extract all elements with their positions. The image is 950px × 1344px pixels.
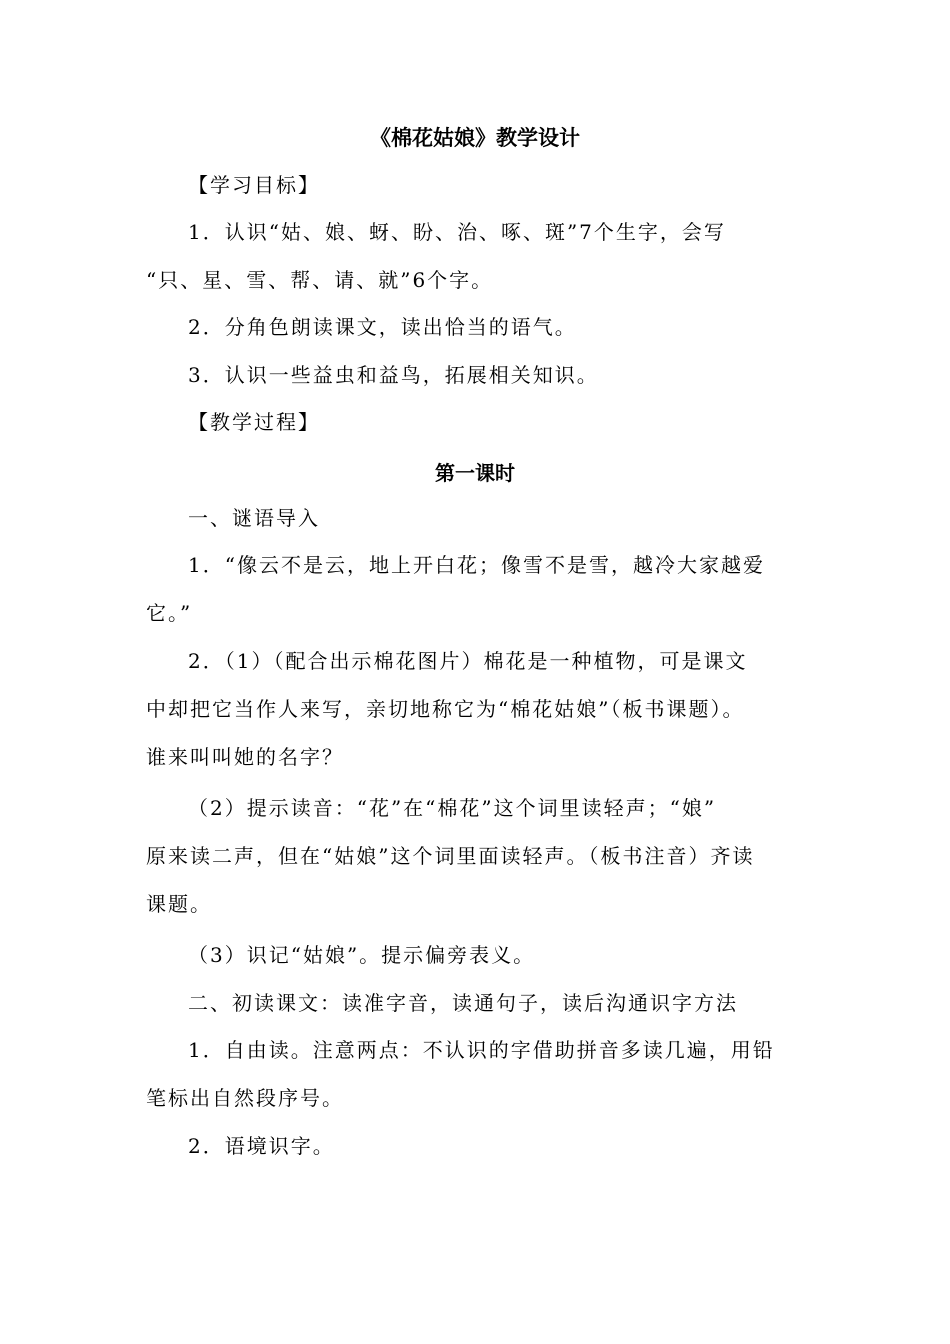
paragraph-riddle-line-2: 它。” [146, 601, 193, 625]
paragraph-cotton-intro-line-3: 谁来叫叫她的名字？ [146, 745, 344, 769]
paragraph-context-literacy: 2．语境识字。 [188, 1134, 335, 1158]
paragraph-free-reading-line-2: 笔标出自然段序号。 [146, 1086, 344, 1110]
paragraph-pronunciation-line-3: 课题。 [146, 892, 212, 916]
part-1-heading: 一、谜语导入 [188, 506, 320, 530]
paragraph-memorize: （3）识记“姑娘”。提示偏旁表义。 [188, 943, 536, 967]
objective-2: 2．分角色朗读课文，读出恰当的语气。 [188, 315, 577, 339]
objective-1-line-2: “只、星、雪、帮、请、就”6个字。 [146, 268, 494, 292]
paragraph-pronunciation-continued [146, 832, 796, 928]
paragraph-free-reading-line-1: 1．自由读。注意两点：不认识的字借助拼音多读几遍，用铅 [188, 1038, 775, 1062]
objective-1-continued [146, 256, 796, 304]
paragraph-riddle [188, 541, 796, 589]
paragraph-cotton-intro-line-1: 2．（1）（配合出示棉花图片）棉花是一种植物，可是课文 [188, 649, 748, 673]
part-2-heading: 二、初读课文：读准字音，读通句子，读后沟通识字方法 [188, 991, 738, 1015]
objective-3: 3．认识一些益虫和益鸟，拓展相关知识。 [188, 363, 599, 387]
objective-1-line-1: 1．认识“姑、娘、蚜、盼、治、啄、斑”7个生字，会写 [188, 220, 726, 244]
paragraph-riddle-line-1: 1．“像云不是云，地上开白花；像雪不是雪，越冷大家越爱 [188, 553, 765, 577]
paragraph-cotton-intro-continued [146, 685, 796, 781]
paragraph-cotton-intro [188, 637, 796, 685]
paragraph-pronunciation-line-1: （2）提示读音：“花”在“棉花”这个词里读轻声；“娘” [188, 796, 717, 820]
paragraph-riddle-continued [146, 589, 796, 637]
paragraph-free-reading [188, 1026, 796, 1074]
document-title: 《棉花姑娘》教学设计 [370, 126, 580, 150]
objective-1 [188, 208, 796, 256]
paragraph-free-reading-continued [146, 1074, 796, 1122]
paragraph-cotton-intro-line-2: 中却把它当作人来写，亲切地称它为“棉花姑娘”（板书课题）。 [146, 697, 745, 721]
paragraph-pronunciation-line-2: 原来读二声，但在“姑娘”这个词里面读轻声。（板书注音）齐读 [146, 844, 755, 868]
section-heading-objectives: 【学习目标】 [188, 173, 320, 197]
lesson-1-title: 第一课时 [435, 461, 515, 485]
paragraph-pronunciation [188, 784, 796, 832]
section-heading-process: 【教学过程】 [188, 410, 320, 434]
